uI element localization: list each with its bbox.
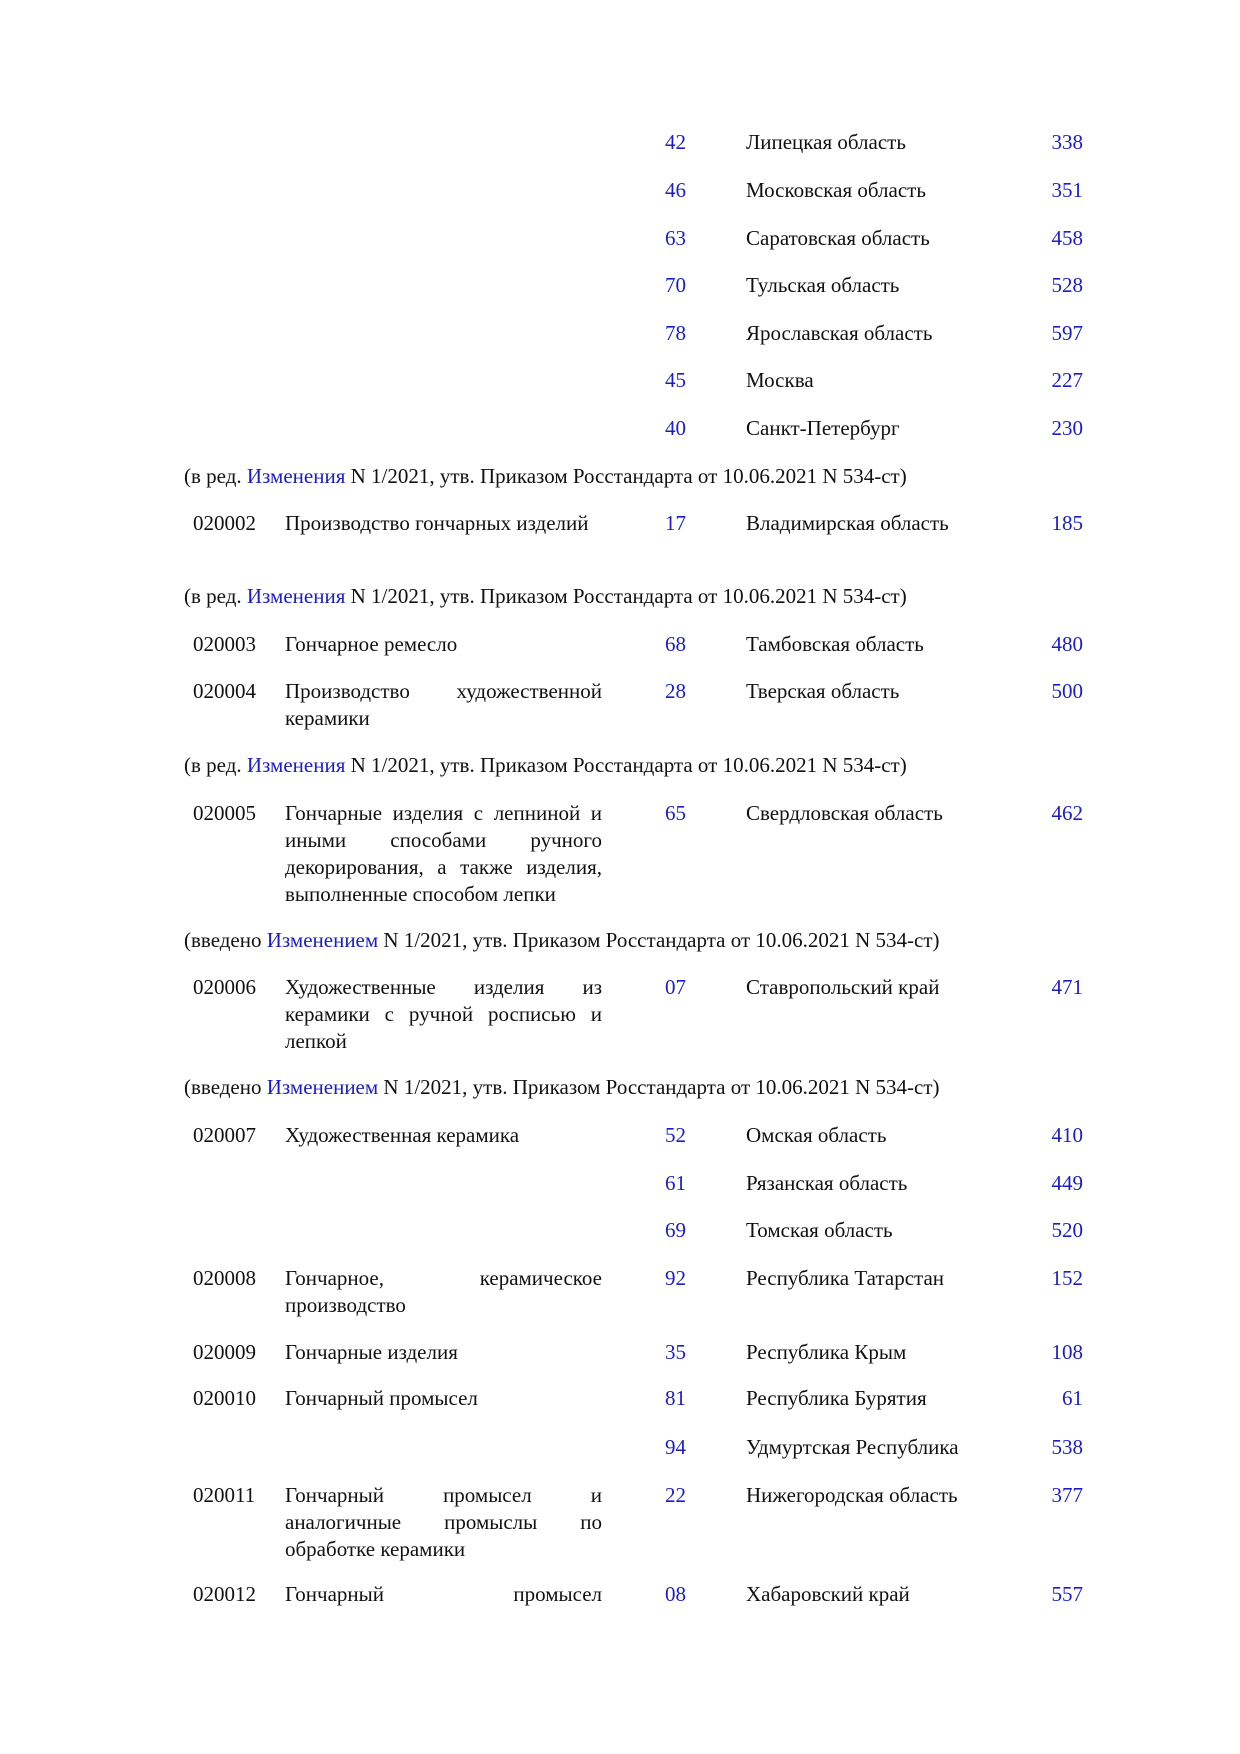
region-name: Московская область <box>746 178 926 202</box>
region-page-link[interactable]: 410 <box>1051 1123 1083 1147</box>
region-code-link[interactable]: 65 <box>665 801 686 825</box>
region-code-link[interactable]: 81 <box>665 1386 686 1410</box>
craft-name: Гончарное ремесло <box>285 632 458 656</box>
region-name: Санкт-Петербург <box>746 416 900 440</box>
region-name: Нижегородская область <box>746 1483 958 1507</box>
region-name: Омская область <box>746 1123 887 1147</box>
region-name: Владимирская область <box>746 511 949 535</box>
region-name: Саратовская область <box>746 226 930 250</box>
region-code-link[interactable]: 22 <box>665 1483 686 1507</box>
region-page-link[interactable]: 538 <box>1051 1435 1083 1459</box>
region-page-link[interactable]: 462 <box>1051 801 1083 825</box>
region-page-link[interactable]: 520 <box>1051 1218 1083 1242</box>
okpd-code: 020006 <box>193 975 256 999</box>
amendment-note <box>184 927 940 954</box>
okpd-code: 020007 <box>193 1123 256 1147</box>
region-code-link[interactable]: 28 <box>665 679 686 703</box>
region-name: Москва <box>746 368 814 392</box>
craft-name: Гончарный промысел <box>285 1386 478 1410</box>
amendment-link[interactable]: Изменения <box>246 464 346 488</box>
region-page-link[interactable]: 351 <box>1051 178 1083 202</box>
region-page-link[interactable]: 108 <box>1051 1340 1083 1364</box>
region-name: Рязанская область <box>746 1171 908 1195</box>
amendment-note <box>184 583 907 610</box>
region-page-link[interactable]: 227 <box>1051 368 1083 392</box>
region-page-link[interactable]: 338 <box>1051 130 1083 154</box>
note-suffix: N 1/2021, утв. Приказом Росстандарта от 10.06.2021 N 534-ст) <box>345 753 907 777</box>
note-suffix: N 1/2021, утв. Приказом Росстандарта от 10.06.2021 N 534-ст) <box>378 1075 940 1099</box>
region-name: Республика Татарстан <box>746 1266 945 1290</box>
note-prefix: (в ред. <box>184 753 247 777</box>
craft-name: Производство художественной керамики <box>285 679 602 730</box>
region-name: Ставропольский край <box>746 975 940 999</box>
region-name: Свердловская область <box>746 801 943 825</box>
amendment-note <box>184 463 907 490</box>
region-page-link[interactable]: 185 <box>1051 511 1083 535</box>
region-code-link[interactable]: 92 <box>665 1266 686 1290</box>
region-page-link[interactable]: 500 <box>1051 679 1083 703</box>
region-name: Тульская область <box>746 273 900 297</box>
note-prefix: (в ред. <box>184 584 247 608</box>
region-code-link[interactable]: 46 <box>665 178 686 202</box>
note-suffix: N 1/2021, утв. Приказом Росстандарта от 10.06.2021 N 534-ст) <box>345 584 907 608</box>
region-name: Республика Крым <box>746 1340 907 1364</box>
region-page-link[interactable]: 471 <box>1051 975 1083 999</box>
region-page-link[interactable]: 377 <box>1051 1483 1083 1507</box>
region-code-link[interactable]: 07 <box>665 975 686 999</box>
amendment-link[interactable]: Изменением <box>266 928 379 952</box>
amendment-note <box>184 1074 940 1101</box>
region-page-link[interactable]: 597 <box>1051 321 1083 345</box>
craft-name: Производство гончарных изделий <box>285 511 589 535</box>
region-code-link[interactable]: 40 <box>665 416 686 440</box>
note-suffix: N 1/2021, утв. Приказом Росстандарта от 10.06.2021 N 534-ст) <box>345 464 907 488</box>
okpd-code: 020005 <box>193 801 256 825</box>
region-page-link[interactable]: 557 <box>1051 1582 1083 1606</box>
region-page-link[interactable]: 449 <box>1051 1171 1083 1195</box>
region-page-link[interactable]: 528 <box>1051 273 1083 297</box>
region-name: Ярославская область <box>746 321 933 345</box>
okpd-code: 020003 <box>193 632 256 656</box>
region-code-link[interactable]: 70 <box>665 273 686 297</box>
region-page-link[interactable]: 458 <box>1051 226 1083 250</box>
region-code-link[interactable]: 52 <box>665 1123 686 1147</box>
region-code-link[interactable]: 78 <box>665 321 686 345</box>
region-code-link[interactable]: 35 <box>665 1340 686 1364</box>
region-name: Липецкая область <box>746 130 906 154</box>
note-prefix: (введено <box>184 928 267 952</box>
region-page-link[interactable]: 230 <box>1051 416 1083 440</box>
region-code-link[interactable]: 42 <box>665 130 686 154</box>
region-page-link[interactable]: 152 <box>1051 1266 1083 1290</box>
region-name: Томская область <box>746 1218 893 1242</box>
okpd-code: 020008 <box>193 1266 256 1290</box>
craft-name: Гончарное, керамическое производство <box>285 1266 602 1317</box>
okpd-code: 020009 <box>193 1340 256 1364</box>
amendment-link[interactable]: Изменения <box>246 753 346 777</box>
region-code-link[interactable]: 69 <box>665 1218 686 1242</box>
region-code-link[interactable]: 63 <box>665 226 686 250</box>
region-code-link[interactable]: 68 <box>665 632 686 656</box>
region-name: Тверская область <box>746 679 900 703</box>
region-page-link[interactable]: 61 <box>1062 1386 1083 1410</box>
region-name: Тамбовская область <box>746 632 924 656</box>
amendment-note <box>184 752 907 779</box>
amendment-link[interactable]: Изменения <box>246 584 346 608</box>
okpd-code: 020012 <box>193 1582 256 1606</box>
okpd-code: 020010 <box>193 1386 256 1410</box>
craft-name: Художественная керамика <box>285 1123 520 1147</box>
note-suffix: N 1/2021, утв. Приказом Росстандарта от 10.06.2021 N 534-ст) <box>378 928 940 952</box>
region-code-link[interactable]: 08 <box>665 1582 686 1606</box>
region-code-link[interactable]: 94 <box>665 1435 686 1459</box>
okpd-code: 020011 <box>193 1483 256 1507</box>
okpd-code: 020004 <box>193 679 256 703</box>
craft-name: Гончарный промысел и аналогичные промыслы по обработке керамики <box>285 1483 602 1561</box>
craft-name: Художественные изделия из керамики с ручной росписью и лепкой <box>285 975 602 1053</box>
region-page-link[interactable]: 480 <box>1051 632 1083 656</box>
region-code-link[interactable]: 61 <box>665 1171 686 1195</box>
craft-name: Гончарные изделия <box>285 1340 458 1364</box>
craft-name: Гончарные изделия с лепниной и иными способами ручного декорирования, а также изделия, выполненные способом лепки <box>285 801 602 906</box>
region-code-link[interactable]: 45 <box>665 368 686 392</box>
amendment-link[interactable]: Изменением <box>266 1075 379 1099</box>
region-name: Хабаровский край <box>746 1582 910 1606</box>
okpd-code: 020002 <box>193 511 256 535</box>
region-name: Республика Бурятия <box>746 1386 927 1410</box>
note-prefix: (введено <box>184 1075 267 1099</box>
region-code-link[interactable]: 17 <box>665 511 686 535</box>
region-name: Удмуртская Республика <box>746 1435 959 1459</box>
craft-name: Гончарный промысел <box>285 1582 602 1606</box>
note-prefix: (в ред. <box>184 464 247 488</box>
